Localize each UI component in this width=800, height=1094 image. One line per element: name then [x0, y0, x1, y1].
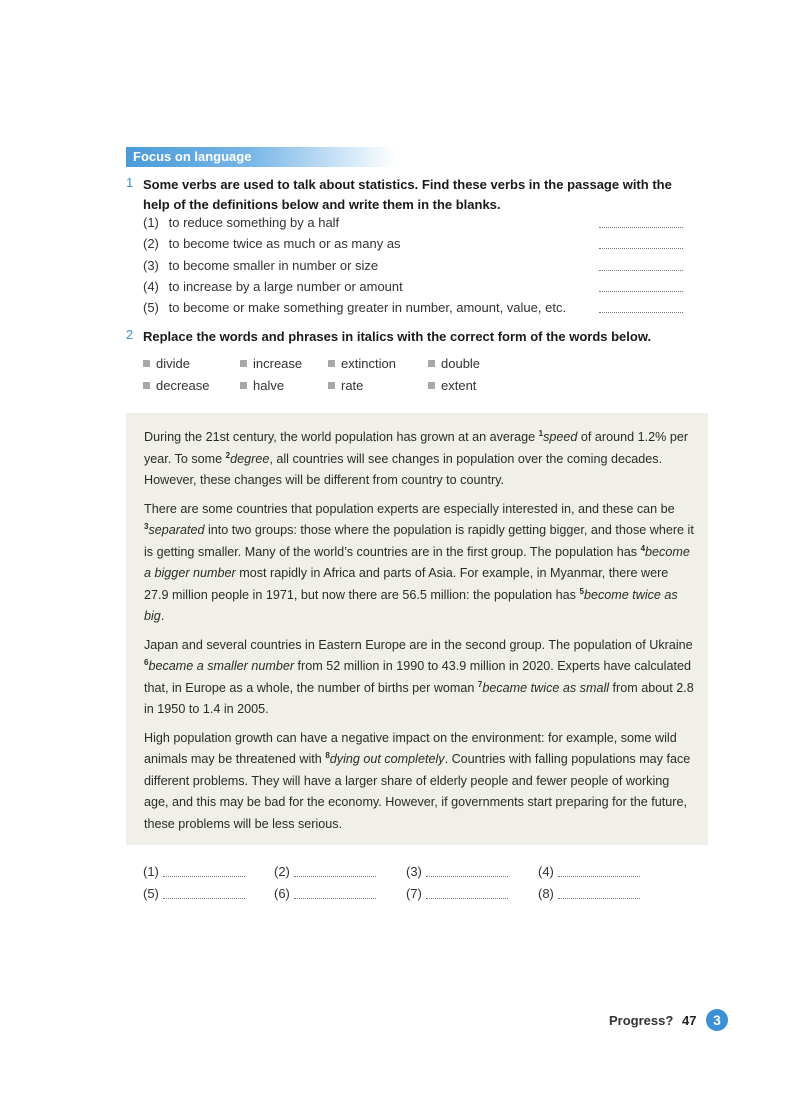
answer-blank[interactable] [599, 270, 683, 271]
square-bullet-icon [240, 360, 247, 367]
word-item: halve [240, 376, 284, 396]
section-title: Focus on language [133, 149, 252, 164]
unit-badge: 3 [706, 1009, 728, 1031]
definition-number: (5) [143, 300, 159, 315]
passage-paragraph-3: Japan and several countries in Eastern Europe are in the second group. The population of Ukraine $^6$became a smaller number from 52 million in 1990 to 43.9 million in 2020. Experts have calculated that, in Europe as a whole, the number of births per woman $^7$became twice as small from about 2.8 in 1950 to 1.4 in 2005. [144, 637, 694, 716]
definition-number: (2) [143, 236, 159, 251]
answer-slot-6[interactable]: (6) [274, 884, 404, 904]
square-bullet-icon [328, 382, 335, 389]
passage-paragraph-4: High population growth can have a negative impact on the environment: for example, some wild animals may be threatened with $^8$dying out completely. Countries with falling populations may face different problems. They will have a larger share of elderly people and fewer people of working age, and this may be bad for the economy. However, if governments start preparing for the future, these problems will be less serious. [144, 730, 691, 831]
task-1-instruction: Some verbs are used to talk about statistics. Find these verbs in the passage with the help of the definitions below and write them in the blanks. [143, 177, 672, 212]
definition-text: to become or make something greater in number, amount, value, etc. [168, 300, 567, 315]
square-bullet-icon [328, 360, 335, 367]
word-item: double [428, 354, 480, 374]
passage-paragraph-2: There are some countries that population experts are especially interested in, and these can be $^3$separated into two groups: those where the population is rapidly getting bigger, and those where it is getting smaller. Many of the world’s countries are in the first group. The population has $^4$become a bigger number most rapidly in Africa and parts of Asia. For example, in Myanmar, there were 27.9 million people in 1971, but now there are 56.5 million: the population has $^5$become twice as big. [144, 501, 694, 623]
square-bullet-icon [143, 382, 150, 389]
answer-slot-4[interactable]: (4) [538, 862, 668, 882]
page-number: 47 [682, 1013, 697, 1028]
task-2-number: 2 [126, 327, 134, 342]
word-item: extinction [328, 354, 396, 374]
answer-blank[interactable] [599, 227, 683, 228]
answer-slot-7[interactable]: (7) [406, 884, 536, 904]
definition-text: to become smaller in number or size [168, 258, 379, 273]
answer-slot-5[interactable]: (5) [143, 884, 273, 904]
definition-text: to reduce something by a half [168, 215, 340, 230]
reading-passage [144, 427, 696, 842]
square-bullet-icon [143, 360, 150, 367]
task-2-instruction: Replace the words and phrases in italics with the correct form of the words below. [143, 329, 652, 344]
square-bullet-icon [428, 360, 435, 367]
answer-blank[interactable] [599, 248, 683, 249]
definition-number: (1) [143, 215, 159, 230]
task-1 [126, 175, 696, 215]
answer-slot-8[interactable]: (8) [538, 884, 668, 904]
definition-number: (3) [143, 258, 159, 273]
word-item: decrease [143, 376, 209, 396]
section-header [126, 147, 396, 167]
square-bullet-icon [428, 382, 435, 389]
definition-row-3 [143, 256, 683, 276]
answer-blank[interactable] [599, 291, 683, 292]
answer-blank[interactable] [599, 312, 683, 313]
task-2 [126, 327, 696, 347]
definition-row-4 [143, 277, 683, 297]
definition-row-2 [143, 234, 683, 254]
word-item: rate [328, 376, 363, 396]
definition-number: (4) [143, 279, 159, 294]
footer-label: Progress? [609, 1013, 674, 1028]
word-item: extent [428, 376, 476, 396]
answer-slot-2[interactable]: (2) [274, 862, 404, 882]
word-item: divide [143, 354, 190, 374]
answer-slot-3[interactable]: (3) [406, 862, 536, 882]
task-1-number: 1 [126, 175, 134, 190]
definition-row-5 [143, 298, 683, 318]
definition-text: to become twice as much or as many as [168, 236, 401, 251]
answer-slot-1[interactable]: (1) [143, 862, 273, 882]
square-bullet-icon [240, 382, 247, 389]
definition-row-1 [143, 213, 683, 233]
word-item: increase [240, 354, 302, 374]
definition-text: to increase by a large number or amount [168, 279, 403, 294]
passage-paragraph-1: During the 21st century, the world population has grown at an average $^1$speed of around 1.2% per year. To some $^2$degree, all countries will see changes in population over the coming decades. However, these changes will be different from country to country. [144, 428, 689, 487]
